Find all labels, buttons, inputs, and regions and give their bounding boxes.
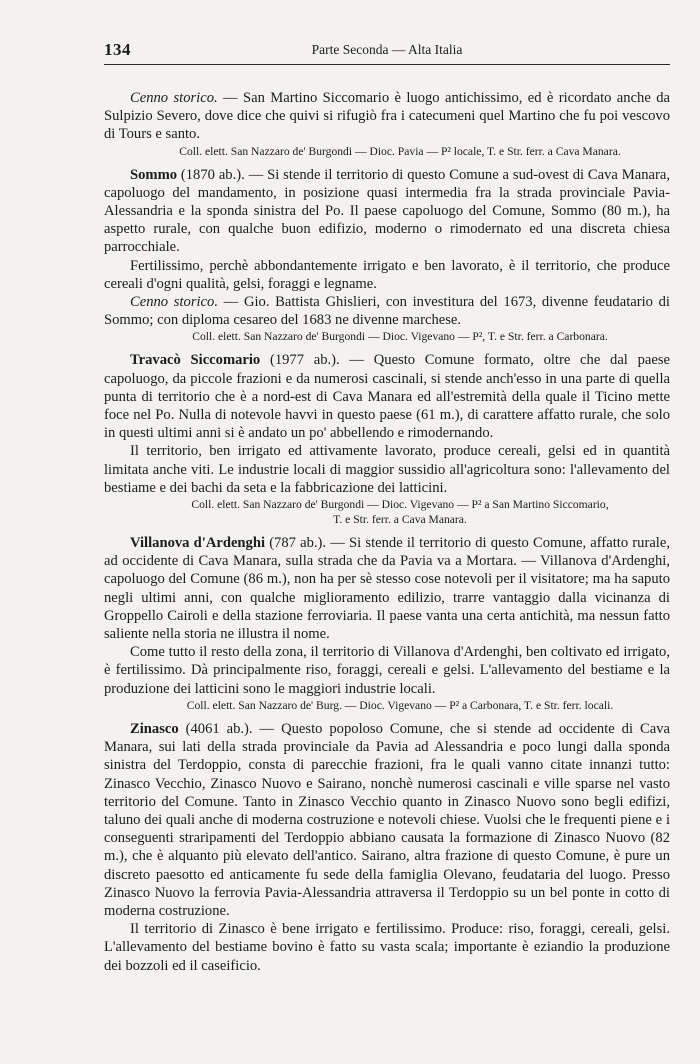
cenno-label: Cenno storico. xyxy=(130,294,218,311)
cenno-storico-san-martino xyxy=(104,89,670,144)
collegio-line-san-martino: Coll. elett. San Nazzaro de' Burgondi — Dioc. Pavia — P² locale, T. e Str. ferr. a Cava Manara. xyxy=(179,144,621,158)
paragraph-villanova-2: Come tutto il resto della zona, il territorio di Villanova d'Ardenghi, ben coltivato ed irrigato, è fertilissimo. Dà principalmente riso, foraggi, cereali e gelsi. L'allevamento del bestiame e la produzione dei latticini sono le maggiori industrie locali. xyxy=(104,644,670,697)
paragraph-text: (787 ab.). — Si stende il territorio di questo Comune, affatto rurale, ad occidente di Cava Manara, sulla strada che da Pavia va a Mortara. — Villanova d'Ardenghi, capoluogo del Comune (86 m.), non ha per sè stesso cose notevoli per il visitatore; ma ha saputo negli ultimi anni, con qualche miglioramento edilizio, trarre vantaggio dalla vicinanza di Groppello Cairoli e della stazione ferroviaria. Il paese vanta una certa antichità, ma nessun fatto saliente nella storia ne illustra il nome. xyxy=(104,535,670,643)
entry-name-zinasco: Zinasco xyxy=(130,720,179,737)
paragraph-text: (1870 ab.). — Si stende il territorio di questo Comune a sud-ovest di Cava Manara, capoluogo del mandamento, in posizione quasi intermedia fra la strada provinciale Pavia-Alessandria e la sponda sinistra del Po. Il paese capoluogo del Comune, Sommo (80 m.), ha aspetto rurale, con qualche buon edifizio, moderno o rimodernato ed una discreta chiesa parrocchiale. xyxy=(104,166,670,256)
collegio-line-travaco xyxy=(104,497,670,527)
paragraph-text: — San Martino Siccomario è luogo antichissimo, ed è ricordato anche da Sulpizio Severo, dove dice che quivi si rifugiò fra i catecumeni quel Martino che fu poi vescovo di Tours e santo. xyxy=(104,90,670,143)
cenno-storico-sommo xyxy=(104,293,670,329)
page-number: 134 xyxy=(104,40,131,59)
page-header xyxy=(104,40,670,65)
entry-zinasco xyxy=(104,720,670,920)
paragraph-travaco-2: Il territorio, ben irrigato ed attivamente lavorato, produce cereali, gelsi ed in quantità limitata anche viti. Le industrie locali di maggior sussidio all'agricoltura sono: l'allevamento del bestiame e dei bachi da seta e la fabbricazione dei latticini. xyxy=(104,443,670,496)
entry-travaco xyxy=(104,351,670,442)
paragraph-text: (4061 ab.). — Questo popoloso Comune, che si stende ad occidente di Cava Manara, sui lati della strada provinciale da Pavia ad Alessandria e poco lungi dalla sponda sinistra del Terdoppio, consta di parecchie frazioni, fra le quali vanno citate innanzi tutto: Zinasco Vecchio, Zinasco Nuovo e Sairano, nonchè numerosi cascinali e ville sparse nel vasto territorio del Comune. Tanto in Zinasco Vecchio quanto in Zinasco Nuovo sono begli edifizi, taluno dei quali anche di moderna costruzione e notevoli chiese. Vuolsi che le frequenti piene e i conseguenti straripamenti del Terdoppio abbiano causata la formazione di Zinasco Nuovo (82 m.), che è alquanto più elevato dell'antico. Sairano, altra frazione di questo Comune, è pure un discreto paesotto ed anticamente fu sede della famiglia Olevano, feudataria del luogo. Presso Zinasco Nuovo la ferrovia Pavia-Alessandria attraversa il Terdoppio su un bel ponte in cotto di moderna costruzione. xyxy=(104,720,670,919)
entry-name-sommo: Sommo xyxy=(130,166,178,183)
entry-sommo xyxy=(104,166,670,257)
cenno-label: Cenno storico. xyxy=(130,90,218,106)
paragraph-text: — Gio. Battista Ghislieri, con investitura del 1673, divenne feudatario di Sommo; con diploma cesareo del 1683 ne divenne marchese. xyxy=(104,294,670,329)
collegio-line-1: Coll. elett. San Nazzaro de' Burgondi — Dioc. Vigevano — P² a San Martino Siccomario, xyxy=(191,498,609,512)
collegio-line-villanova: Coll. elett. San Nazzaro de' Burg. — Dioc. Vigevano — P² a Carbonara, T. e Str. ferr. locali. xyxy=(186,698,614,712)
paragraph-sommo-2: Fertilissimo, perchè abbondantemente irrigato e ben lavorato, è il territorio, che produce cereali d'ogni qualità, gelsi, foraggi e legname. xyxy=(104,257,670,292)
entry-name-villanova: Villanova d'Ardenghi xyxy=(130,535,266,552)
paragraph-text: (1977 ab.). — Questo Comune formato, oltre che dal paese capoluogo, da piccole frazioni e da numerosi cascinali, si stende anch'esso in una parte di quella punta di territorio che è a nord-est di Cava Manara ed all'estremità della quale il Ticino mette foce nel Po. Nulla di notevole havvi in questo paese (61 m.), di carattere affatto rurale, che solo in questi ultimi anni si è andato un po' abbellendo e rimodernando. xyxy=(104,352,670,442)
paragraph-zinasco-2: Il territorio di Zinasco è bene irrigato e fertilissimo. Produce: riso, foraggi, cereali, gelsi. L'allevamento del bestiame bovino è fatto su vasta scala; importante è eziandio la produzione dei bozzoli ed il caseificio. xyxy=(104,921,670,974)
running-title: Parte Seconda — Alta Italia xyxy=(311,42,463,57)
collegio-line-2: T. e Str. ferr. a Cava Manara. xyxy=(333,513,467,527)
page-body xyxy=(104,89,670,975)
collegio-line-sommo: Coll. elett. San Nazzaro de' Burgondi — Dioc. Vigevano — P², T. e Str. ferr. a Carbonara. xyxy=(192,330,608,344)
entry-villanova xyxy=(104,534,670,643)
entry-name-travaco: Travacò Siccomario xyxy=(130,352,261,369)
